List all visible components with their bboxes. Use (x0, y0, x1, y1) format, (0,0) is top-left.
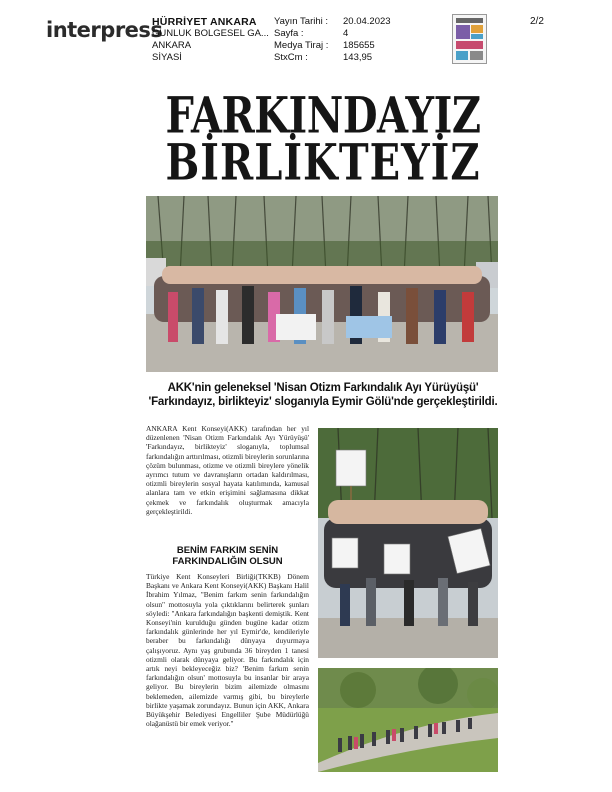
article-subheading: BENİM FARKIM SENİN FARKINDALIĞIN OLSUN (172, 545, 283, 567)
city-label: ANKARA (152, 40, 192, 51)
signs-photo (318, 428, 498, 658)
article-paragraph-1: ANKARA Kent Konseyi(AKK) tarafından her yıl düzenlenen 'Nisan Otizm Farkındalık Ayı Yürüyüşü' 'Farkındayız, birlikteyiz' sloganıyla, toplumsal farkındalığın arttırılması, otizmli bireylerin sorunlarına çözüm bulunması, otizme ve otizmli bireylere yönelik ayrımcı tutum ve davranışların ortadan kaldırılması, otizmli bireylerin sosyal hayata katılımında, kamusal alanlara tam ve etkin erişimini sağlamasına dikkat çekmek ve farkındalık oluşturmak amacıyla gerçekleştirildi. (146, 424, 309, 516)
date-value: 20.04.2023 (343, 16, 391, 27)
page-label: Sayfa : (274, 28, 304, 39)
stxcm-value: 143,95 (343, 52, 373, 63)
headline-line-2: BİRLİKTEYİZ (165, 133, 481, 192)
walk-photo (318, 668, 498, 772)
group-photo (146, 196, 498, 372)
publication-name: HÜRRİYET ANKARA (152, 16, 257, 28)
circulation-label: Medya Tiraj : (274, 40, 329, 51)
headline-line-1: FARKINDAYIZ (165, 86, 481, 145)
page-thumbnail[interactable] (452, 14, 487, 64)
edition-label: GUNLUK BOLGESEL GA... (152, 28, 269, 39)
date-label: Yayın Tarihi : (274, 16, 329, 27)
interpress-logo: interpress (46, 18, 163, 42)
photo-caption: AKK'nin geleneksel 'Nisan Otizm Farkındalık Ayı Yürüyüşü' 'Farkındayız, birlikteyiz' sloganıyla Eymir Gölü'nde gerçekleştirildi. (148, 382, 498, 408)
circulation-value: 185655 (343, 40, 375, 51)
section-label: SİYASİ (152, 52, 182, 63)
page-indicator: 2/2 (530, 16, 544, 27)
article-paragraph-2: Türkiye Kent Konseyleri Birliği(TKKB) Dönem Başkanı ve Ankara Kent Konseyi(AKK) Başkanı Halil İbrahim Yılmaz, "Benim farkım senin farkındalığın olsun" mottosuyla yola çıktıklarını belirterek şunları söyledi: "Ankara farkındalığın başkenti demiştik. Kent Konseyi'nin kurulduğu günden bugüne kadar otizm farkındalık günlerinde her yıl Eymir'de, kendileriyle beraber bu farkındalığı dünyaya duyurmaya çalışıyoruz. Aynı yaş grubunda 36 bireyden 1 tanesi otizmli olarak dünyaya geliyor. Bu farkındalık için artık neyi bekleyeceğiz biz? 'Benim farkım senin farkındalığın olsun' mottosuyla bu insanlar bir araya geliyor. Bu bireylerin bizim ailemizde olmasını beklemeden, ailemizde varmış gibi, bu bireylerle birlikte yaşamak zorundayız. Bunun için AKK, Ankara Büyükşehir Belediyesi Engelliler Şube Müdürlüğü olağanüstü bir emek veriyor." (146, 572, 309, 729)
meta-values (343, 16, 391, 64)
stxcm-label: StxCm : (274, 52, 308, 63)
publication-info (152, 16, 269, 64)
meta-labels (274, 16, 328, 64)
page-value: 4 (343, 28, 349, 39)
